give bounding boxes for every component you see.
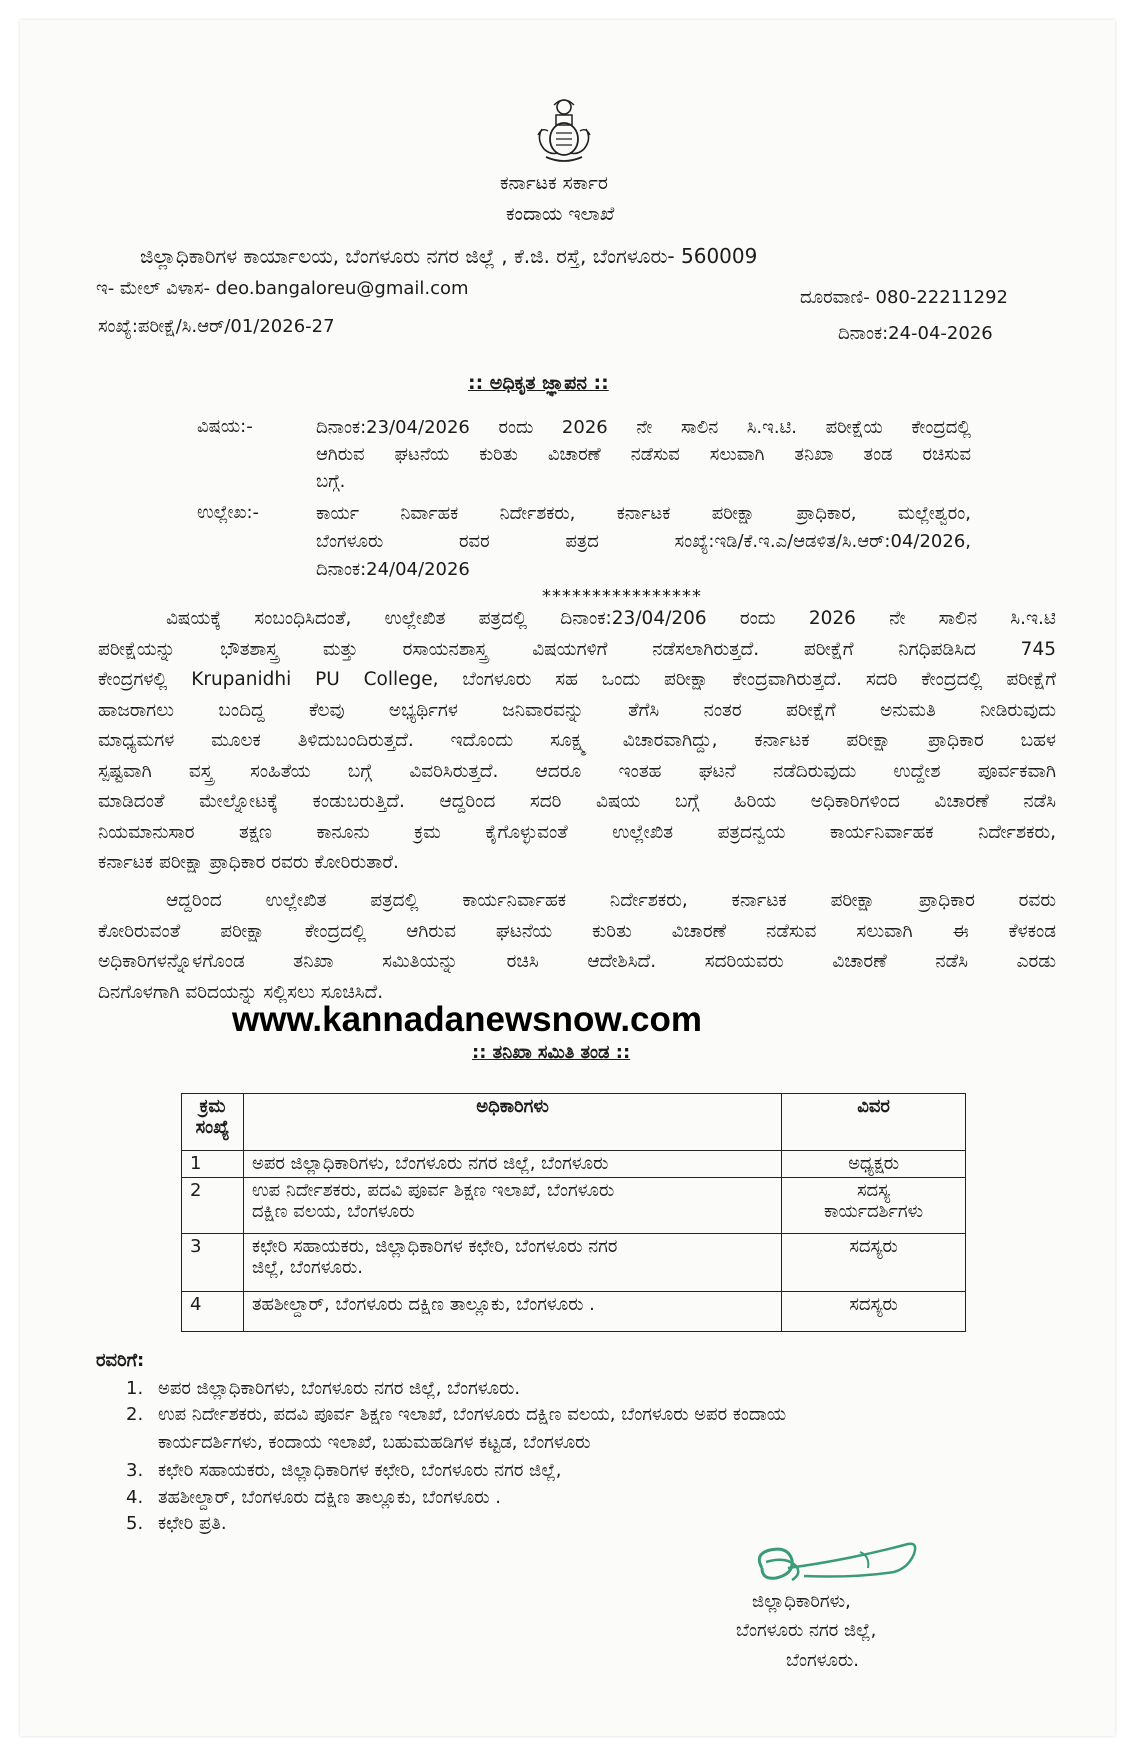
role-line: ಸದಸ್ಯರು — [849, 1294, 898, 1315]
officer-line: ಉಪ ನಿರ್ದೇಶಕರು, ಪದವಿ ಪೂರ್ವ ಶಿಕ್ಷಣ ಇಲಾಖೆ, ಬೆಂಗಳೂರು — [251, 1180, 615, 1201]
reference-line: ಬೆಂಗಳೂರು ರವರ ಪತ್ರದ ಸಂಖ್ಯೆ:ಇಡಿ/ಕೆ.ಇ.ಎ/ಆಡಳಿತ/ಸಿ.ಆರ್:04/2026, — [316, 531, 971, 552]
table-header-row — [182, 1094, 966, 1151]
signatory-city: ಬೆಂಗಳೂರು. — [786, 1650, 859, 1671]
paragraph-line: ಕರ್ನಾಟಕ ಪರೀಕ್ಷಾ ಪ್ರಾಧಿಕಾರ ರವರು ಕೋರಿರುತಾರೆ. — [98, 852, 399, 873]
table-row — [182, 1234, 966, 1292]
officer-line: ಅಪರ ಜಿಲ್ಲಾಧಿಕಾರಿಗಳು, ಬೆಂಗಳೂರು ನಗರ ಜಿಲ್ಲೆ, ಬೆಂಗಳೂರು — [251, 1153, 609, 1174]
table-row — [182, 1151, 966, 1178]
committee-title: :: ತನಿಖಾ ಸಮಿತಿ ತಂಡ :: — [472, 1042, 631, 1063]
reference-line: ಕಾರ್ಯ ನಿರ್ವಾಹಕ ನಿರ್ದೇಶಕರು, ಕರ್ನಾಟಕ ಪರೀಕ್ಷಾ ಪ್ರಾಧಿಕಾರ, ಮಲ್ಲೇಶ್ವರಂ, — [316, 503, 971, 524]
header-text: ಸಂಖ್ಯೆ — [195, 1117, 230, 1138]
paragraph-line: ವಿಷಯಕ್ಕೆ ಸಂಬಂಧಿಸಿದಂತೆ, ಉಲ್ಲೇಖಿತ ಪತ್ರದಲ್ಲಿ ದಿನಾಂಕ:23/04/206 ರಂದು 2026 ನೇ ಸಾಲಿನ ಸಿ.ಇ.ಟಿ — [166, 608, 1056, 629]
committee-table — [181, 1093, 966, 1332]
phone-number: ದೂರವಾಣಿ- 080-22211292 — [800, 287, 1008, 308]
copy-item: ಉಪ ನಿರ್ದೇಶಕರು, ಪದವಿ ಪೂರ್ವ ಶಿಕ್ಷಣ ಇಲಾಖೆ, ಬೆಂಗಳೂರು ದಕ್ಷಿಣ ವಲಯ, ಬೆಂಗಳೂರು ಅಪರ ಕಂದಾಯ — [158, 1404, 787, 1425]
copy-to-label: ರವರಿಗೆ: — [96, 1350, 145, 1371]
subject-line: ಆಗಿರುವ ಘಟನೆಯ ಕುರಿತು ವಿಚಾರಣೆ ನಡೆಸುವ ಸಲುವಾಗಿ ತನಿಖಾ ತಂಡ ರಚಿಸುವ — [316, 444, 971, 465]
paragraph-2 — [98, 886, 1056, 1008]
separator: **************** — [542, 586, 702, 607]
office-address: ಜಿಲ್ಲಾಧಿಕಾರಿಗಳ ಕಾರ್ಯಾಲಯ, ಬೆಂಗಳೂರು ನಗರ ಜಿಲ್ಲೆ , ಕೆ.ಜಿ. ರಸ್ತೆ, ಬೆಂಗಳೂರು- 560009 — [140, 244, 758, 268]
paragraph-line: ಆದ್ದರಿಂದ ಉಲ್ಲೇಖಿತ ಪತ್ರದಲ್ಲಿ ಕಾರ್ಯನಿರ್ವಾಹಕ ನಿರ್ದೇಶಕರು, ಕರ್ನಾಟಕ ಪರೀಕ್ಷಾ ಪ್ರಾಧಿಕಾರ ರವರು — [166, 890, 1056, 911]
subject-text — [316, 414, 971, 495]
row-number: 4 — [182, 1292, 244, 1332]
paragraph-1 — [98, 604, 1056, 879]
paragraph-line: ಕೇಂದ್ರಗಳಲ್ಲಿ Krupanidhi PU College, ಬೆಂಗಳೂರು ಸಹ ಒಂದು ಪರೀಕ್ಷಾ ಕೇಂದ್ರವಾಗಿರುತ್ತದೆ. ಸದರಿ ಕೇಂದ್ರದಲ್ಲಿ ಪರೀಕ್ಷೆಗೆ — [98, 669, 1056, 690]
officers-header: ಅಧಿಕಾರಿಗಳು — [243, 1094, 781, 1151]
reference-label: ಉಲ್ಲೇಖ:- — [197, 502, 260, 523]
paragraph-line: ಕೋರಿರುವಂತೆ ಪರೀಕ್ಷಾ ಕೇಂದ್ರದಲ್ಲಿ ಆಗಿರುವ ಘಟನೆಯ ಕುರಿತು ವಿಚಾರಣೆ ನಡೆಸುವ ಸಲುವಾಗಿ ಈ ಕೆಳಕಂಡ — [98, 920, 1056, 942]
officer-cell — [243, 1234, 781, 1292]
paragraph-line: ಪರೀಕ್ಷೆಯನ್ನು ಭೌತಶಾಸ್ತ್ರ ಮತ್ತು ರಸಾಯನಶಾಸ್ತ್ರ ವಿಷಯಗಳಿಗೆ ನಡೆಸಲಾಗಿರುತ್ತದೆ. ಪರೀಕ್ಷೆಗೆ ನಿಗಧಿಪಡಿಸಿದ 745 — [98, 638, 1056, 660]
copy-item: ಕಾರ್ಯದರ್ಶಿಗಳು, ಕಂದಾಯ ಇಲಾಖೆ, ಬಹುಮಹಡಿಗಳ ಕಟ್ಟಡ, ಬೆಂಗಳೂರು — [158, 1432, 591, 1453]
officer-line: ದಕ್ಷಿಣ ವಲಯ, ಬೆಂಗಳೂರು — [251, 1201, 415, 1222]
role-line: ಅಧ್ಯಕ್ಷರು — [848, 1153, 900, 1174]
paragraph-line: ಮಾಧ್ಯಮಗಳ ಮೂಲಕ ತಿಳಿದುಬಂದಿರುತ್ತದೆ. ಇದೊಂದು ಸೂಕ್ಷ್ಮ ವಿಚಾರವಾಗಿದ್ದು, ಕರ್ನಾಟಕ ಪರೀಕ್ಷಾ ಪ್ರಾಧಿಕಾರ ಬಹಳ — [98, 730, 1056, 751]
officer-cell — [243, 1151, 781, 1178]
copy-item-number: 2. — [126, 1404, 144, 1425]
paragraph-line: ನಿಯಮಾನುಸಾರ ತಕ್ಷಣ ಕಾನೂನು ಕ್ರಮ ಕೈಗೊಳ್ಳುವಂತೆ ಉಲ್ಲೇಖಿತ ಪತ್ರದನ್ವಯ ಕಾರ್ಯನಿರ್ವಾಹಕ ನಿರ್ದೇಶಕರು, — [98, 821, 1056, 843]
officer-cell — [243, 1292, 781, 1332]
copy-item: ಕಛೇರಿ ಪ್ರತಿ. — [158, 1513, 227, 1534]
state-emblem-icon — [532, 95, 596, 165]
subject-label: ವಿಷಯ:- — [197, 416, 253, 437]
reference-number: ಸಂಖ್ಯೆ:ಪರೀಕ್ಷೆ/ಸಿ.ಆರ್/01/2026-27 — [98, 316, 335, 337]
officer-line: ತಹಶೀಲ್ದಾರ್, ಬೆಂಗಳೂರು ದಕ್ಷಿಣ ತಾಲ್ಲೂಕು, ಬೆಂಗಳೂರು . — [251, 1294, 595, 1315]
reference-line: ದಿನಾಂಕ:24/04/2026 — [316, 559, 470, 580]
table-row — [182, 1178, 966, 1234]
copy-item-number: 5. — [126, 1513, 144, 1534]
paragraph-line: ದಿನಗೊಳಗಾಗಿ ವರಿದಯನ್ನು ಸಲ್ಲಿಸಲು ಸೂಚಿಸಿದೆ. — [98, 981, 384, 1003]
paragraph-line: ಸ್ಪಷ್ಟವಾಗಿ ವಸ್ತ್ರ ಸಂಹಿತೆಯ ಬಗ್ಗೆ ವಿವರಿಸಿರುತ್ತದೆ. ಆದರೂ ಇಂತಹ ಘಟನೆ ನಡೆದಿರುವುದು ಉದ್ದೇಶ ಪೂರ್ವಕವಾಗಿ — [98, 760, 1056, 782]
paragraph-line: ಹಾಜರಾಗಲು ಬಂದಿದ್ದ ಕೆಲವು ಅಭ್ಯರ್ಥಿಗಳ ಜನಿವಾರವನ್ನು ತೆಗೆಸಿ ನಂತರ ಪರೀಕ್ಷೆಗೆ ಅನುಮತಿ ನೀಡಿರುವುದು — [98, 699, 1056, 721]
signature-icon — [748, 1538, 928, 1598]
paragraph-line: ಅಧಿಕಾರಿಗಳನ್ನೊಳಗೊಂಡ ತನಿಖಾ ಸಮಿತಿಯನ್ನು ರಚಿಸಿ ಆದೇಶಿಸಿದೆ. ಸದರಿಯವರು ವಿಚಾರಣೆ ನಡೆಸಿ ಎರಡು — [98, 951, 1056, 972]
copy-item-number: 3. — [126, 1460, 144, 1481]
row-number: 1 — [182, 1151, 244, 1178]
email-address: ಇ- ಮೇಲ್ ವಿಳಾಸ- deo.bangaloreu@gmail.com — [96, 278, 469, 299]
role-line: ಕಾರ್ಯದರ್ಶಿಗಳು — [824, 1201, 924, 1222]
sl-no-header — [182, 1094, 244, 1151]
officer-line: ಕಛೇರಿ ಸಹಾಯಕರು, ಜಿಲ್ಲಾಧಿಕಾರಿಗಳ ಕಛೇರಿ, ಬೆಂಗಳೂರು ನಗರ — [251, 1236, 618, 1257]
role-cell — [782, 1292, 966, 1332]
copy-item-number: 1. — [126, 1378, 144, 1399]
role-line: ಸದಸ್ಯ — [856, 1180, 891, 1201]
role-cell — [782, 1151, 966, 1178]
role-cell — [782, 1234, 966, 1292]
row-number: 2 — [182, 1178, 244, 1234]
officer-cell — [243, 1178, 781, 1234]
role-cell — [782, 1178, 966, 1234]
copy-item-number: 4. — [126, 1487, 144, 1508]
signatory-district: ಬೆಂಗಳೂರು ನಗರ ಜಿಲ್ಲೆ, — [736, 1620, 877, 1641]
paragraph-line: ಮಾಡಿದಂತೆ ಮೇಲ್ನೋಟಕ್ಕೆ ಕಂಡುಬರುತ್ತಿದೆ. ಆದ್ದರಿಂದ ಸದರಿ ವಿಷಯ ಬಗ್ಗೆ ಹಿರಿಯ ಅಧಿಕಾರಿಗಳಿಂದ ವಿಚಾರಣೆ ನಡೆಸಿ — [98, 791, 1056, 812]
watermark-url: www.kannadanewsnow.com — [232, 1000, 703, 1039]
subject-line: ದಿನಾಂಕ:23/04/2026 ರಂದು 2026 ನೇ ಸಾಲಿನ ಸಿ.ಇ.ಟಿ. ಪರೀಕ್ಷೆಯ ಕೇಂದ್ರದಲ್ಲಿ — [316, 417, 971, 438]
subject-line: ಬಗ್ಗೆ. — [316, 471, 346, 492]
document-date: ದಿನಾಂಕ:24-04-2026 — [838, 323, 993, 344]
role-line: ಸದಸ್ಯರು — [849, 1236, 898, 1257]
page-title: :: ಅಧಿಕೃತ ಜ್ಞಾಪನ :: — [468, 372, 609, 394]
copy-item: ಅಪರ ಜಿಲ್ಲಾಧಿಕಾರಿಗಳು, ಬೆಂಗಳೂರು ನಗರ ಜಿಲ್ಲೆ, ಬೆಂಗಳೂರು. — [158, 1378, 521, 1399]
header-text: ಕ್ರಮ — [199, 1096, 226, 1117]
officer-line: ಜಿಲ್ಲೆ, ಬೆಂಗಳೂರು. — [251, 1257, 363, 1278]
table-row — [182, 1292, 966, 1332]
row-number: 3 — [182, 1234, 244, 1292]
copy-item: ತಹಶೀಲ್ದಾರ್, ಬೆಂಗಳೂರು ದಕ್ಷಿಣ ತಾಲ್ಲೂಕು, ಬೆಂಗಳೂರು . — [158, 1487, 501, 1508]
details-header: ವಿವರ — [782, 1094, 966, 1151]
signatory-title: ಜಿಲ್ಲಾಧಿಕಾರಿಗಳು, — [752, 1591, 851, 1612]
reference-text — [316, 500, 971, 584]
government-name: ಕರ್ನಾಟಕ ಸರ್ಕಾರ — [500, 172, 608, 194]
copy-item: ಕಛೇರಿ ಸಹಾಯಕರು, ಜಿಲ್ಲಾಧಿಕಾರಿಗಳ ಕಛೇರಿ, ಬೆಂಗಳೂರು ನಗರ ಜಿಲ್ಲೆ, — [158, 1460, 562, 1481]
department-name: ಕಂದಾಯ ಇಲಾಖೆ — [506, 203, 615, 225]
